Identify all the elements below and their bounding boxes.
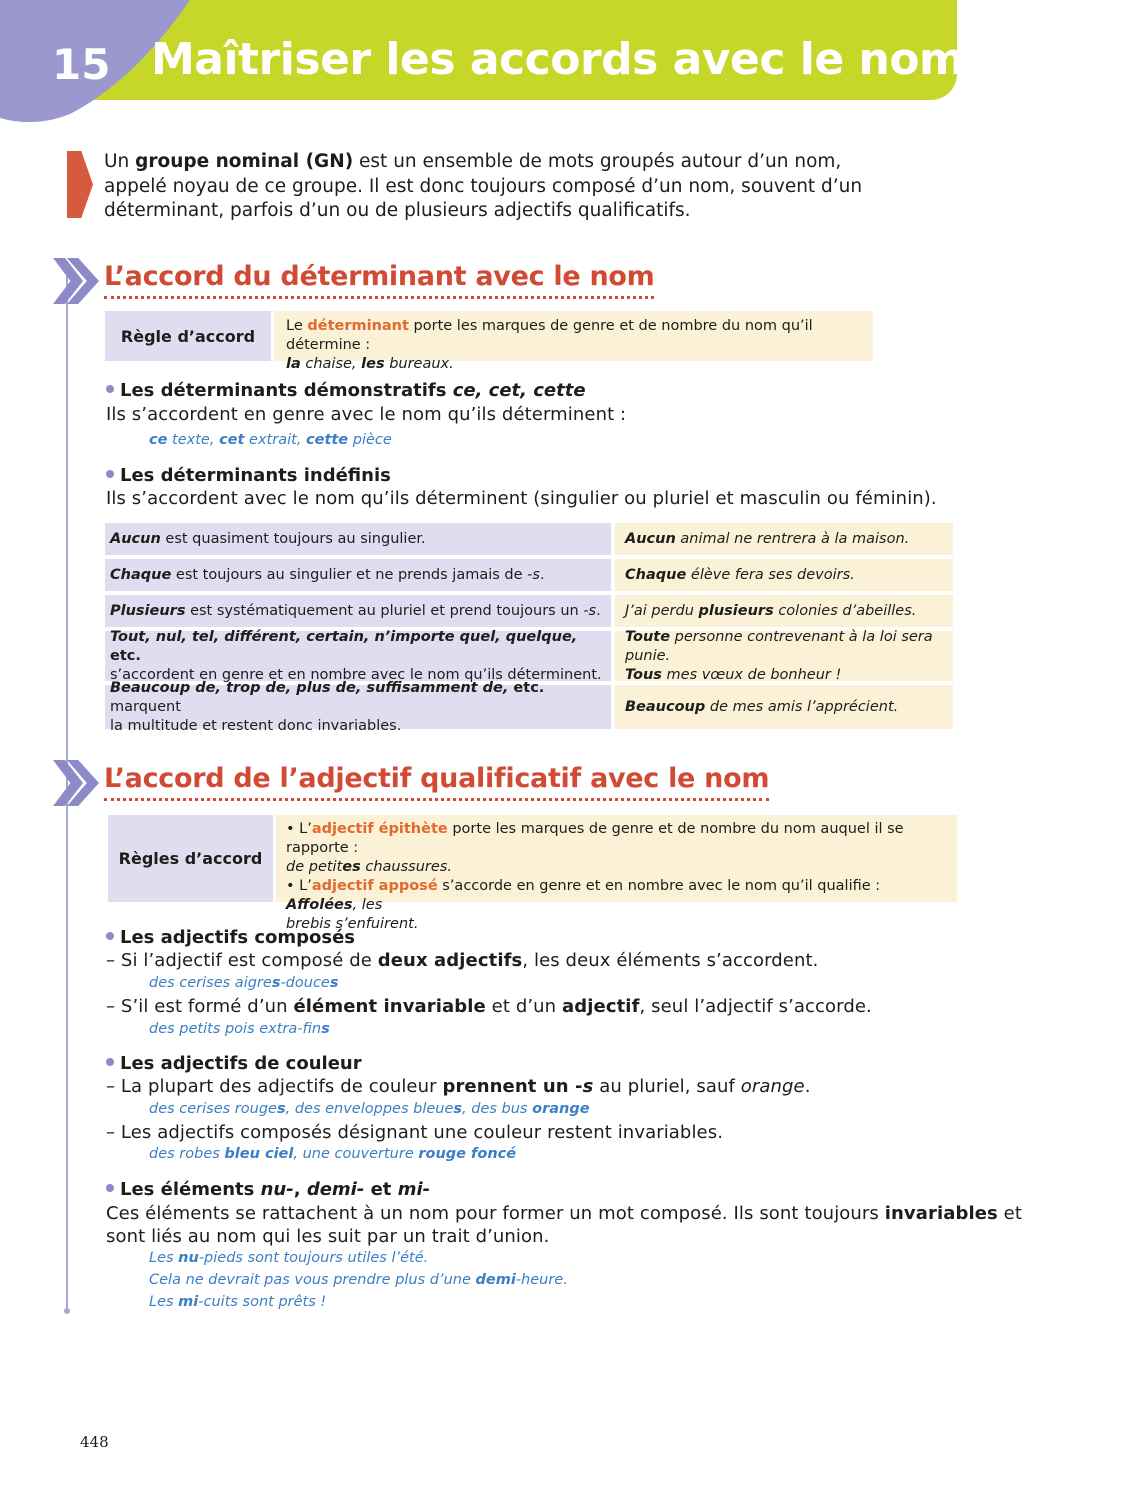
example-composes-2: des petits pois extra-fins	[149, 1021, 330, 1037]
double-chevron-icon	[53, 760, 101, 806]
bullet-dot	[106, 470, 114, 478]
example-couleur-2: des robes bleu ciel, une couverture rouge foncé	[149, 1146, 517, 1162]
table-row-beaucoup-rule: Beaucoup de, trop de, plus de, suffisamment de, etc. marquent la multitude et restent donc invariables.	[105, 685, 611, 729]
bullet-heading-indefinis: Les déterminants indéfinis	[106, 465, 391, 486]
table-row-chaque-rule: Chaque est toujours au singulier et ne prends jamais de -s.	[105, 559, 611, 591]
bullet-heading-elements: Les éléments nu-, demi- et mi-	[106, 1179, 430, 1200]
table-row-aucun-rule: Aucun est quasiment toujours au singulier.	[105, 523, 611, 555]
example-composes-1: des cerises aigres-douces	[149, 975, 339, 991]
elements-line-2: sont liés au nom qui les suit par un trait d’union.	[106, 1226, 550, 1247]
rule-text: Le déterminant porte les marques de genre et de nombre du nom qu’il détermine : la chaise, les bureaux.	[274, 311, 873, 361]
table-row-aucun-example: Aucun animal ne rentrera à la maison.	[615, 523, 953, 555]
double-chevron-icon	[53, 258, 101, 304]
rule-label: Règle d’accord	[105, 311, 271, 361]
page-number: 448	[80, 1433, 109, 1451]
couleur-line-1: – La plupart des adjectifs de couleur prennent un -s au pluriel, sauf orange.	[106, 1076, 811, 1097]
composes-line-2: – S’il est formé d’un élément invariable et d’un adjectif, seul l’adjectif s’accorde.	[106, 996, 872, 1017]
bullet-heading-composes: Les adjectifs composés	[106, 927, 355, 948]
example-elements-2: Cela ne devrait pas vous prendre plus d’une demi-heure.	[149, 1272, 568, 1288]
bullet-heading-demonstratifs: Les déterminants démonstratifs ce, cet, cette	[106, 380, 586, 401]
table-row-chaque-example: Chaque élève fera ses devoirs.	[615, 559, 953, 591]
example-elements-1: Les nu-pieds sont toujours utiles l’été.	[149, 1250, 429, 1266]
chapter-number: 15	[52, 40, 111, 89]
table-row-tout-rule: Tout, nul, tel, différent, certain, n’importe quel, quelque, etc. s’accordent en genre et en nombre avec le nom qu’ils déterminent.	[105, 631, 611, 681]
bullet-dot	[106, 1058, 114, 1066]
example-elements-3: Les mi-cuits sont prêts !	[149, 1294, 327, 1310]
indefinis-text: Ils s’accordent avec le nom qu’ils déterminent (singulier ou pluriel et masculin ou féminin).	[106, 488, 937, 509]
table-row-plusieurs-rule: Plusieurs est systématiquement au pluriel et prend toujours un -s.	[105, 595, 611, 627]
bullet-heading-couleur: Les adjectifs de couleur	[106, 1053, 362, 1074]
example-couleur-1: des cerises rouges, des enveloppes bleues, des bus orange	[149, 1101, 590, 1117]
composes-line-1: – Si l’adjectif est composé de deux adjectifs, les deux éléments s’accordent.	[106, 950, 819, 971]
bullet-dot	[106, 385, 114, 393]
elements-line-1: Ces éléments se rattachent à un nom pour former un mot composé. Ils sont toujours invariables et	[106, 1203, 1023, 1224]
intro-paragraph: Un groupe nominal (GN) est un ensemble de mots groupés autour d’un nom, appelé noyau de ce groupe. Il est donc toujours composé d’un nom, souvent d’un déterminant, parfois d’un ou de plusieurs adjectifs qualificatifs.	[104, 151, 863, 221]
table-row-beaucoup-example: Beaucoup de mes amis l’apprécient.	[615, 685, 953, 729]
section-title-determinant: L’accord du déterminant avec le nom	[104, 262, 654, 299]
rules-text: • L’adjectif épithète porte les marques de genre et de nombre du nom auquel il se rapporte : de petites chaussures. • L’adjectif apposé s’accorde en genre et en nombre avec le nom qu’il qualifie : Affolées, les brebis s’enfuirent.	[276, 815, 957, 902]
section-title-adjectif: L’accord de l’adjectif qualificatif avec le nom	[104, 764, 769, 801]
guide-line-end	[64, 1308, 70, 1314]
bullet-dot	[106, 1184, 114, 1192]
table-row-tout-example: Toute personne contrevenant à la loi sera punie. Tous mes vœux de bonheur !	[615, 631, 953, 681]
rules-label: Règles d’accord	[108, 815, 273, 902]
example-demonstratifs: ce texte, cet extrait, cette pièce	[149, 432, 392, 448]
couleur-line-2: – Les adjectifs composés désignant une couleur restent invariables.	[106, 1122, 724, 1143]
intro-marker-icon	[67, 151, 93, 218]
demonstratifs-text: Ils s’accordent en genre avec le nom qu’ils déterminent :	[106, 404, 627, 425]
page-title: Maîtriser les accords avec le nom	[151, 34, 965, 85]
table-row-plusieurs-example: J’ai perdu plusieurs colonies d’abeilles.	[615, 595, 953, 627]
bullet-dot	[106, 932, 114, 940]
